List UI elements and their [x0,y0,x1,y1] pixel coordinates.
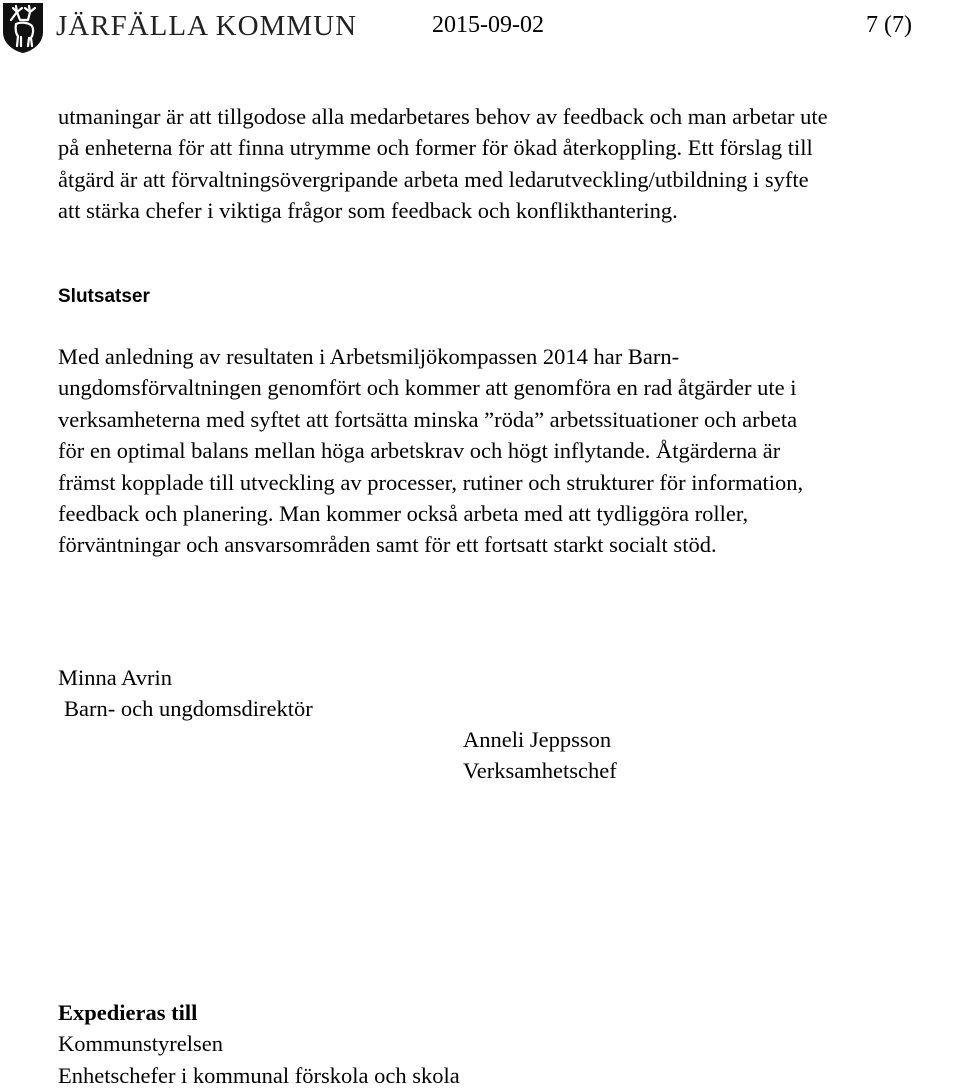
signatory-title: Barn- och ungdomsdirektör [64,696,313,722]
paragraph-line: verksamheterna med syftet att fortsätta minska ”röda” arbetssituationer och arbeta [58,406,798,432]
municipality-crest-logo [2,2,44,54]
signatory-name: Anneli Jeppsson [463,727,612,752]
paragraph-line: för en optimal balans mellan höga arbetskrav och högt inflytande. Åtgärderna är [58,438,781,464]
crest-icon [2,2,44,54]
paragraph-line: på enheterna för att finna utrymme och former för ökad återkoppling. Ett förslag till [58,135,813,161]
paragraph-line: förväntningar och ansvarsområden samt för ett fortsatt starkt socialt stöd. [58,532,717,558]
page-number: 7 (7) [866,12,912,38]
intro-paragraph [58,101,960,227]
paragraph-line: åtgärd är att förvaltningsövergripande arbeta med ledarutveckling/utbildning i syfte [58,166,809,192]
paragraph-line: Med anledning av resultaten i Arbetsmiljökompassen 2014 har Barn- [58,344,680,369]
paragraph-line: utmaningar är att tillgodose alla medarbetares behov av feedback och man arbetar ute [58,104,828,129]
signatory-name: Minna Avrin [58,665,172,690]
distribution-list [58,997,460,1091]
paragraph-line: feedback och planering. Man kommer också arbeta med att tydliggöra roller, [58,501,749,527]
conclusions-paragraph [58,341,960,561]
recipient: Kommunstyrelsen [58,1031,223,1057]
paragraph-line: att stärka chefer i viktiga frågor som feedback och konflikthantering. [58,198,678,224]
organization-name: JÄRFÄLLA KOMMUN [56,10,358,42]
signatory-title: Verksamhetschef [463,758,617,784]
signature-block-director [58,662,313,725]
distribution-heading: Expedieras till [58,1000,198,1025]
section-heading: Slutsatser [58,286,150,307]
paragraph-line: främst kopplade till utveckling av processer, rutiner och strukturer för information, [58,469,804,495]
document-date: 2015-09-02 [432,12,544,38]
signature-block-manager [463,724,617,787]
recipient: Enhetschefer i kommunal förskola och skola [58,1062,460,1088]
paragraph-line: ungdomsförvaltningen genomfört och kommer att genomföra en rad åtgärder ute i [58,375,797,401]
